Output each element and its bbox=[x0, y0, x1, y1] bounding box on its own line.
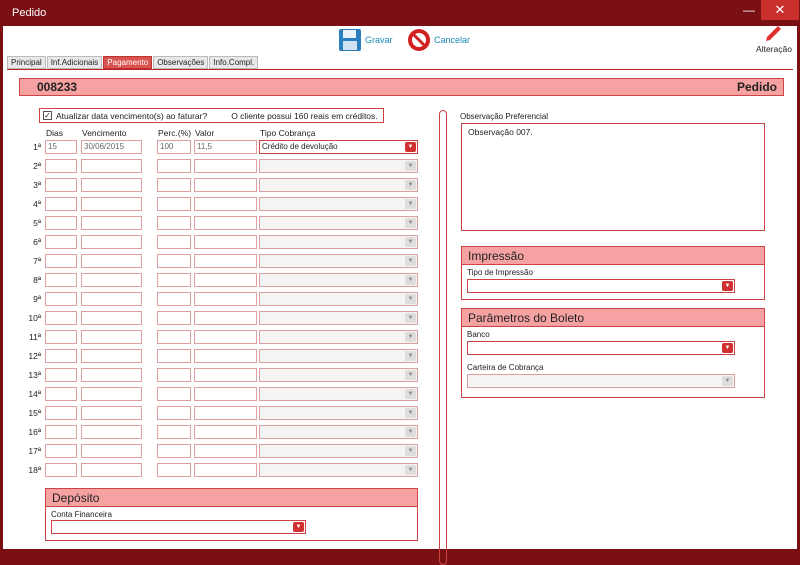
credit-message: O cliente possui 160 reais em créditos. bbox=[231, 110, 378, 121]
row-label: 18ª bbox=[28, 465, 41, 475]
perc-field[interactable] bbox=[157, 311, 191, 325]
vencimento-field[interactable] bbox=[81, 311, 142, 325]
alter-label: Alteração bbox=[756, 44, 792, 54]
tipo-cobranca-value: Crédito de devolução bbox=[262, 142, 338, 151]
valor-field[interactable] bbox=[194, 349, 257, 363]
tipo-cobranca-select[interactable] bbox=[259, 463, 418, 477]
cancel-label: Cancelar bbox=[434, 35, 471, 45]
valor-field[interactable] bbox=[194, 330, 257, 344]
dias-field[interactable] bbox=[45, 349, 77, 363]
save-button[interactable] bbox=[338, 28, 393, 52]
banco-label: Banco bbox=[467, 330, 490, 339]
tipo-cobranca-select[interactable] bbox=[259, 330, 418, 344]
row-label: 13ª bbox=[28, 370, 41, 380]
tipo-cobranca-select[interactable] bbox=[259, 368, 418, 382]
cancel-button[interactable] bbox=[407, 28, 470, 52]
client-area bbox=[3, 26, 797, 549]
chevron-down-icon: ▼ bbox=[405, 237, 416, 247]
row-label: 16ª bbox=[28, 427, 41, 437]
dias-field[interactable] bbox=[45, 273, 77, 287]
chevron-down-icon: ▼ bbox=[405, 199, 416, 209]
dias-field[interactable] bbox=[45, 311, 77, 325]
valor-field[interactable] bbox=[194, 292, 257, 306]
perc-field[interactable] bbox=[157, 197, 191, 211]
valor-field[interactable] bbox=[194, 425, 257, 439]
valor-field[interactable] bbox=[194, 159, 257, 173]
dias-field[interactable] bbox=[45, 254, 77, 268]
perc-field[interactable] bbox=[157, 444, 191, 458]
dias-field[interactable] bbox=[45, 330, 77, 344]
deposito-title: Depósito bbox=[46, 489, 417, 507]
valor-field[interactable] bbox=[194, 311, 257, 325]
dias-field[interactable] bbox=[45, 235, 77, 249]
perc-field[interactable] bbox=[157, 425, 191, 439]
vencimento-field[interactable] bbox=[81, 368, 142, 382]
order-number: 008233 bbox=[37, 80, 78, 94]
tipo-cobranca-select[interactable] bbox=[259, 254, 418, 268]
chevron-down-icon: ▼ bbox=[405, 180, 416, 190]
perc-field[interactable] bbox=[157, 292, 191, 306]
dias-field[interactable] bbox=[45, 387, 77, 401]
tab-bar bbox=[7, 56, 258, 69]
dias-field[interactable] bbox=[45, 292, 77, 306]
tipo-cobranca-select[interactable] bbox=[259, 387, 418, 401]
valor-field[interactable]: 11,5 bbox=[194, 140, 257, 154]
col-dias: Dias bbox=[46, 128, 64, 138]
perc-field[interactable] bbox=[157, 368, 191, 382]
dias-field[interactable] bbox=[45, 444, 77, 458]
row-label: 6ª bbox=[33, 237, 41, 247]
chevron-down-icon: ▼ bbox=[405, 256, 416, 266]
vencimento-field[interactable] bbox=[81, 349, 142, 363]
row-label: 11ª bbox=[29, 332, 41, 342]
vencimento-field[interactable]: 30/06/2015 bbox=[81, 140, 142, 154]
tab-underline bbox=[7, 69, 793, 70]
close-button[interactable]: ✕ bbox=[761, 0, 799, 20]
perc-field[interactable] bbox=[157, 387, 191, 401]
valor-field[interactable] bbox=[194, 444, 257, 458]
dias-field[interactable] bbox=[45, 406, 77, 420]
chevron-down-icon: ▼ bbox=[405, 370, 416, 380]
vencimento-field[interactable] bbox=[81, 425, 142, 439]
chevron-down-icon: ▼ bbox=[722, 343, 733, 353]
perc-field[interactable] bbox=[157, 216, 191, 230]
save-label: Gravar bbox=[365, 35, 393, 45]
tipo-cobranca-select[interactable] bbox=[259, 159, 418, 173]
perc-field[interactable] bbox=[157, 273, 191, 287]
boleto-title: Parâmetros do Boleto bbox=[462, 309, 764, 327]
update-due-checkbox[interactable]: ✓ bbox=[44, 111, 51, 120]
perc-field[interactable] bbox=[157, 330, 191, 344]
valor-field[interactable] bbox=[194, 387, 257, 401]
perc-field[interactable] bbox=[157, 463, 191, 477]
tipo-cobranca-select[interactable] bbox=[259, 216, 418, 230]
chevron-down-icon: ▼ bbox=[405, 142, 416, 152]
row-label: 5ª bbox=[33, 218, 41, 228]
tipo-impressao-select[interactable] bbox=[467, 279, 735, 293]
valor-field[interactable] bbox=[194, 273, 257, 287]
perc-field[interactable]: 100 bbox=[157, 140, 191, 154]
valor-field[interactable] bbox=[194, 216, 257, 230]
chevron-down-icon: ▼ bbox=[405, 294, 416, 304]
dias-field[interactable] bbox=[45, 368, 77, 382]
chevron-down-icon: ▼ bbox=[722, 281, 733, 291]
chevron-down-icon: ▼ bbox=[405, 161, 416, 171]
valor-field[interactable] bbox=[194, 197, 257, 211]
vencimento-field[interactable] bbox=[81, 235, 142, 249]
row-label: 15ª bbox=[28, 408, 41, 418]
row-label: 7ª bbox=[33, 256, 41, 266]
impressao-title: Impressão bbox=[462, 247, 764, 265]
dias-field[interactable] bbox=[45, 425, 77, 439]
tipo-cobranca-select[interactable] bbox=[259, 292, 418, 306]
chevron-down-icon: ▼ bbox=[405, 275, 416, 285]
vencimento-field[interactable] bbox=[81, 292, 142, 306]
valor-field[interactable] bbox=[194, 254, 257, 268]
dias-field[interactable] bbox=[45, 197, 77, 211]
chevron-down-icon: ▼ bbox=[405, 446, 416, 456]
vencimento-field[interactable] bbox=[81, 216, 142, 230]
tipo-impressao-label: Tipo de Impressão bbox=[467, 268, 533, 277]
row-label: 1ª bbox=[33, 142, 41, 152]
tab-inf-adicionais[interactable]: Inf.Adicionais bbox=[47, 56, 103, 69]
obs-textarea[interactable] bbox=[461, 123, 765, 231]
vencimento-field[interactable] bbox=[81, 387, 142, 401]
obs-label: Observação Preferencial bbox=[460, 112, 549, 121]
pencil-icon bbox=[764, 22, 784, 42]
floppy-disk-icon bbox=[338, 28, 362, 52]
chevron-down-icon: ▼ bbox=[722, 376, 733, 386]
perc-field[interactable] bbox=[157, 159, 191, 173]
boleto-section bbox=[461, 308, 765, 398]
chevron-down-icon: ▼ bbox=[405, 389, 416, 399]
chevron-down-icon: ▼ bbox=[405, 408, 416, 418]
chevron-down-icon: ▼ bbox=[405, 427, 416, 437]
valor-field[interactable] bbox=[194, 463, 257, 477]
perc-field[interactable] bbox=[157, 235, 191, 249]
vencimento-field[interactable] bbox=[81, 254, 142, 268]
row-label: 2ª bbox=[33, 161, 41, 171]
dias-field[interactable] bbox=[45, 159, 77, 173]
tipo-cobranca-select[interactable] bbox=[259, 197, 418, 211]
row-label: 3ª bbox=[33, 180, 41, 190]
row-label: 14ª bbox=[28, 389, 41, 399]
obs-value: Observação 007. bbox=[468, 127, 533, 137]
tab-info-compl[interactable]: Info.Compl. bbox=[209, 56, 258, 69]
vencimento-field[interactable] bbox=[81, 463, 142, 477]
panel-separator bbox=[439, 110, 447, 565]
chevron-down-icon: ▼ bbox=[405, 313, 416, 323]
perc-field[interactable] bbox=[157, 349, 191, 363]
vencimento-field[interactable] bbox=[81, 197, 142, 211]
dias-field[interactable] bbox=[45, 178, 77, 192]
update-due-row bbox=[39, 108, 384, 123]
tipo-cobranca-select[interactable] bbox=[259, 178, 418, 192]
col-vencimento: Vencimento bbox=[82, 128, 127, 138]
tab-pagamento[interactable]: Pagamento bbox=[103, 56, 152, 69]
carteira-select[interactable] bbox=[467, 374, 735, 388]
row-label: 12ª bbox=[28, 351, 41, 361]
tipo-cobranca-select[interactable] bbox=[259, 425, 418, 439]
tab-principal[interactable]: Principal bbox=[7, 56, 46, 69]
chevron-down-icon: ▼ bbox=[405, 351, 416, 361]
perc-field[interactable] bbox=[157, 178, 191, 192]
order-header bbox=[19, 78, 784, 96]
vencimento-field[interactable] bbox=[81, 444, 142, 458]
col-valor: Valor bbox=[195, 128, 215, 138]
row-label: 10ª bbox=[28, 313, 41, 323]
row-label: 17ª bbox=[28, 446, 41, 456]
vencimento-field[interactable] bbox=[81, 159, 142, 173]
minimize-button[interactable]: — bbox=[743, 3, 755, 17]
perc-field[interactable] bbox=[157, 254, 191, 268]
valor-field[interactable] bbox=[194, 178, 257, 192]
tipo-cobranca-select[interactable] bbox=[259, 444, 418, 458]
tipo-cobranca-select[interactable] bbox=[259, 273, 418, 287]
perc-field[interactable] bbox=[157, 406, 191, 420]
tipo-cobranca-select[interactable] bbox=[259, 311, 418, 325]
valor-field[interactable] bbox=[194, 235, 257, 249]
order-title: Pedido bbox=[736, 80, 777, 94]
dias-field[interactable] bbox=[45, 463, 77, 477]
tipo-cobranca-select[interactable] bbox=[259, 349, 418, 363]
row-label: 4ª bbox=[33, 199, 41, 209]
conta-financeira-label: Conta Financeira bbox=[51, 510, 112, 519]
dias-field[interactable] bbox=[45, 216, 77, 230]
tipo-cobranca-select[interactable] bbox=[259, 406, 418, 420]
vencimento-field[interactable] bbox=[81, 406, 142, 420]
title-bar bbox=[0, 0, 800, 26]
deposito-section bbox=[45, 488, 418, 541]
tipo-cobranca-select[interactable] bbox=[259, 235, 418, 249]
col-tipo-cobranca: Tipo Cobrança bbox=[260, 128, 316, 138]
alter-indicator bbox=[751, 22, 797, 54]
row-label: 9ª bbox=[33, 294, 41, 304]
col-perc: Perc.(%) bbox=[158, 128, 192, 138]
impressao-section bbox=[461, 246, 765, 300]
valor-field[interactable] bbox=[194, 406, 257, 420]
carteira-label: Carteira de Cobrança bbox=[467, 363, 544, 372]
window-title: Pedido bbox=[12, 7, 47, 19]
dias-field[interactable]: 15 bbox=[45, 140, 77, 154]
tipo-cobranca-select[interactable] bbox=[259, 140, 418, 154]
chevron-down-icon: ▼ bbox=[293, 522, 304, 532]
vencimento-field[interactable] bbox=[81, 273, 142, 287]
row-label: 8ª bbox=[33, 275, 41, 285]
no-entry-icon bbox=[407, 28, 431, 52]
vencimento-field[interactable] bbox=[81, 330, 142, 344]
chevron-down-icon: ▼ bbox=[405, 465, 416, 475]
update-due-label: Atualizar data vencimento(s) ao faturar? bbox=[56, 110, 208, 121]
chevron-down-icon: ▼ bbox=[405, 332, 416, 342]
conta-financeira-select[interactable] bbox=[51, 520, 306, 534]
banco-select[interactable] bbox=[467, 341, 735, 355]
vencimento-field[interactable] bbox=[81, 178, 142, 192]
valor-field[interactable] bbox=[194, 368, 257, 382]
tab-observacoes[interactable]: Observações bbox=[153, 56, 208, 69]
chevron-down-icon: ▼ bbox=[405, 218, 416, 228]
